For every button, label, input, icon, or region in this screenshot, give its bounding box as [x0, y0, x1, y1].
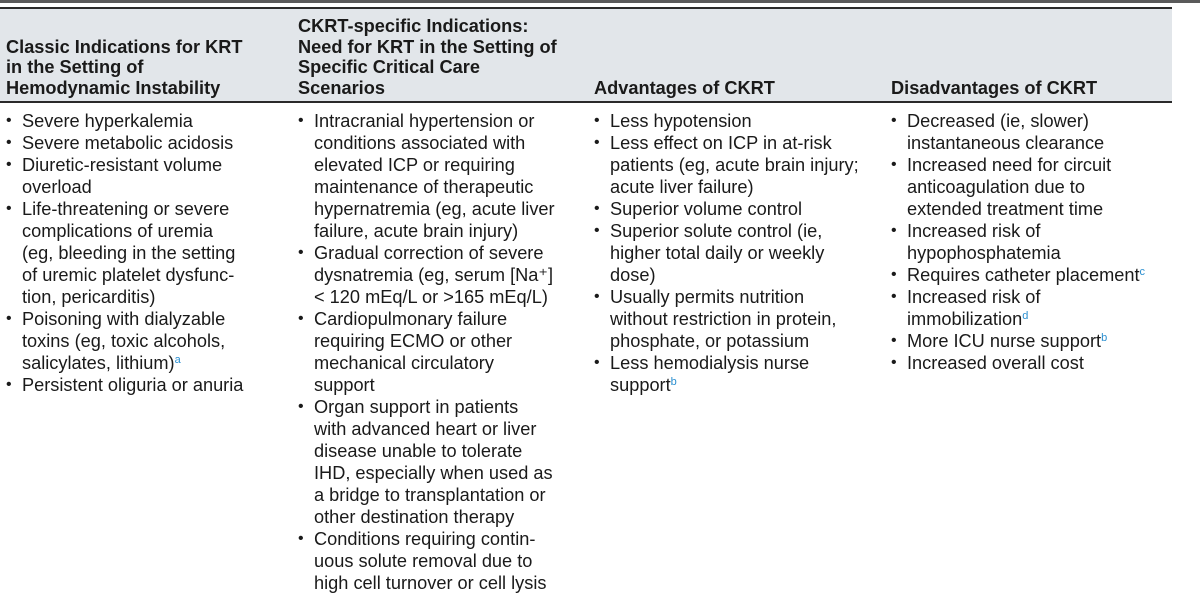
bullet-icon: •	[594, 134, 600, 151]
item-text: Superior solute control (ie, higher total daily or weekly dose)	[610, 221, 825, 285]
item-text: Usually permits nutrition without restriction in protein, phosphate, or potassium	[610, 287, 837, 351]
list-item	[298, 242, 588, 308]
column-header: Disadvantages of CKRT	[891, 77, 1098, 98]
item-text: Organ support in patients with advanced heart or liver disease unable to tolerate IHD, especially when used as a bridge to transplantation or other destination therapy	[314, 397, 553, 527]
bullet-icon: •	[298, 112, 304, 129]
item-text: Increased overall cost	[907, 353, 1084, 373]
list-item	[594, 110, 886, 132]
bullet-icon: •	[298, 244, 304, 261]
bullet-icon: •	[891, 156, 897, 173]
list-item	[298, 110, 588, 242]
item-text: Decreased (ie, slower) instantaneous clearance	[907, 111, 1105, 153]
item-text: More ICU nurse support	[907, 331, 1102, 351]
list-item	[6, 132, 291, 154]
list-item	[298, 396, 588, 528]
bullet-icon: •	[594, 354, 600, 371]
item-text: Increased need for circuit anticoagulation due to extended treatment time	[907, 155, 1112, 219]
footnote-marker: d	[1022, 310, 1029, 322]
list-item	[6, 308, 291, 374]
list-item	[594, 352, 886, 396]
list-item	[891, 154, 1176, 220]
item-text: Gradual correction of severe dysnatremia (eg, serum [Na⁺] < 120 mEq/L or >165 mEq/L)	[314, 243, 554, 307]
bullet-icon: •	[6, 112, 12, 129]
list-item	[6, 198, 291, 308]
item-list	[891, 110, 1176, 374]
item-text: Superior volume control	[610, 199, 803, 219]
header-bottom-rule	[0, 101, 1172, 103]
item-list	[594, 110, 886, 396]
item-text: Diuretic-resistant volume overload	[22, 155, 223, 197]
footnote-marker: b	[1101, 332, 1108, 344]
list-item	[298, 308, 588, 396]
list-item	[594, 198, 886, 220]
footnote-marker: a	[174, 354, 181, 366]
item-text: Cardiopulmonary failure requiring ECMO or other mechanical circulatory support	[314, 309, 513, 395]
item-text: Requires catheter placement	[907, 265, 1140, 285]
bullet-icon: •	[891, 112, 897, 129]
list-item	[594, 220, 886, 286]
bullet-icon: •	[891, 222, 897, 239]
list-item	[891, 352, 1176, 374]
bullet-icon: •	[6, 376, 12, 393]
item-text: Conditions requiring contin- uous solute removal due to high cell turnover or cell lysis	[314, 529, 547, 593]
bullet-icon: •	[6, 156, 12, 173]
list-item	[6, 154, 291, 198]
bullet-icon: •	[594, 222, 600, 239]
list-item	[594, 132, 886, 198]
footnote-marker: b	[670, 376, 677, 388]
column-header: CKRT-specific Indications: Need for KRT in the Setting of Specific Critical Care Scenarios	[298, 16, 557, 98]
item-text: Less effect on ICP in at-risk patients (eg, acute brain injury; acute liver failure)	[610, 133, 859, 197]
column-header: Classic Indications for KRT in the Setting of Hemodynamic Instability	[6, 36, 243, 98]
column-header: Advantages of CKRT	[594, 77, 775, 98]
list-item	[891, 220, 1176, 264]
footnote-marker: c	[1139, 266, 1146, 278]
item-text: Increased risk of hypophosphatemia	[907, 221, 1061, 263]
bullet-icon: •	[298, 530, 304, 547]
list-item	[891, 330, 1176, 352]
bullet-icon: •	[891, 332, 897, 349]
item-text: Persistent oliguria or anuria	[22, 375, 244, 395]
bullet-icon: •	[298, 310, 304, 327]
bullet-icon: •	[891, 288, 897, 305]
item-text: Intracranial hypertension or conditions associated with elevated ICP or requiring maintenance of therapeutic hypernatremia (eg, acute liver failure, acute brain injury)	[314, 111, 555, 241]
list-item	[6, 110, 291, 132]
bullet-icon: •	[891, 354, 897, 371]
item-text: Severe metabolic acidosis	[22, 133, 234, 153]
item-list	[298, 110, 588, 594]
list-item	[6, 374, 291, 396]
item-text: Poisoning with dialyzable toxins (eg, toxic alcohols, salicylates, lithium)	[22, 309, 226, 373]
item-text: Increased risk of immobilization	[907, 287, 1041, 329]
bullet-icon: •	[594, 112, 600, 129]
bullet-icon: •	[6, 134, 12, 151]
list-item	[594, 286, 886, 352]
top-rule	[0, 0, 1200, 3]
list-item	[298, 528, 588, 594]
list-item	[891, 286, 1176, 330]
item-text: Life-threatening or severe complications of uremia (eg, bleeding in the setting of uremic platelet dysfunc- tion, pericarditis)	[22, 199, 236, 307]
item-text: Less hemodialysis nurse support	[610, 353, 810, 395]
bullet-icon: •	[6, 310, 12, 327]
bullet-icon: •	[6, 200, 12, 217]
list-item	[891, 110, 1176, 154]
item-text: Severe hyperkalemia	[22, 111, 193, 131]
bullet-icon: •	[891, 266, 897, 283]
item-text: Less hypotension	[610, 111, 752, 131]
list-item	[891, 264, 1176, 286]
bullet-icon: •	[594, 200, 600, 217]
bullet-icon: •	[298, 398, 304, 415]
bullet-icon: •	[594, 288, 600, 305]
item-list	[6, 110, 291, 396]
